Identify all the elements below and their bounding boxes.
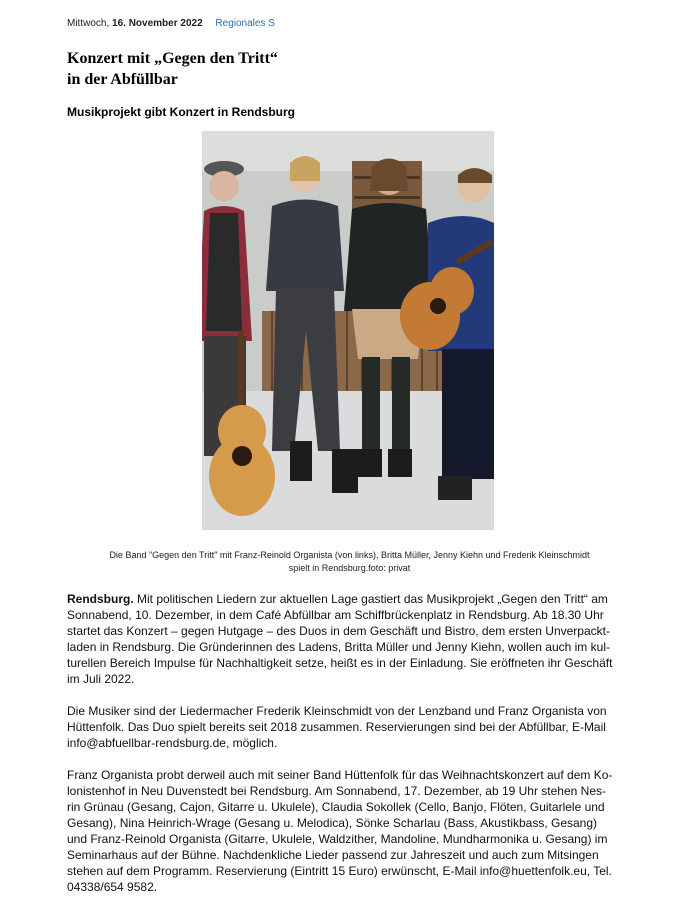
headline-line-2: in der Abfüllbar xyxy=(67,71,178,88)
paragraph-2-line: info@abfuellbar-rendsburg.de, möglich. xyxy=(67,736,278,750)
paragraph-2-line: Hüttenfolk. Das Duo spielt bereits seit 2018 zusammen. Reservierungen sind bei der Abfüllbar, E-Mail xyxy=(67,720,606,734)
paragraph-1 xyxy=(67,591,629,687)
article-body xyxy=(67,591,629,911)
paragraph-1-line: startet das Konzert – gegen Hutgage – des Duos in dem Geschäft und Bistro, dem ersten Unverpackt- xyxy=(67,624,610,638)
publish-date: 16. November 2022 xyxy=(112,18,203,29)
paragraph-3 xyxy=(67,767,629,895)
paragraph-3-line: und Franz-Reinold Organista (Gitarre, Ukulele, Waldzither, Mandoline, Mundharmonika u. Gesang) im xyxy=(67,832,608,846)
paragraph-1-line: turellen Bereich Impulse für Nachhaltigkeit setze, heißt es in der Einladung. Sie eröffneten ihr Geschäft xyxy=(67,656,613,670)
paragraph-3-line: lonistenhof in Neu Duvenstedt bei Rendsburg. Am Sonnabend, 17. Dezember, ab 19 Uhr stehen Nes- xyxy=(67,784,606,798)
paragraph-2 xyxy=(67,703,629,751)
article-meta xyxy=(67,18,275,29)
paragraph-2-line: Die Musiker sind der Liedermacher Frederik Kleinschmidt von der Lenzband und Franz Organista von xyxy=(67,704,607,718)
article-subline: Musikprojekt gibt Konzert in Rendsburg xyxy=(67,105,296,119)
band-photo xyxy=(202,131,494,530)
article-headline xyxy=(67,48,627,90)
paragraph-1-line: im Juli 2022. xyxy=(67,672,135,686)
photo-caption xyxy=(67,549,632,575)
paragraph-1-line: Sonnabend, 10. Dezember, in dem Café Abfüllbar am Schiffbrückenplatz in Rendsburg. Ab 18.30 Uhr xyxy=(67,608,604,622)
paragraph-3-line: Franz Organista probt derweil auch mit seiner Band Hüttenfolk für das Weihnachtskonzert auf dem Ko- xyxy=(67,768,613,782)
caption-line-1: Die Band "Gegen den Tritt" mit Franz-Reinold Organista (von links), Britta Müller, Jenny Kiehn und Frederik Kleinschmidt xyxy=(109,550,590,560)
dateline: Rendsburg. xyxy=(67,592,134,606)
paragraph-3-line: stehen auf dem Programm. Reservierung (Eintritt 15 Euro) erwünscht, E-Mail info@huettenfolk.eu, Tel. xyxy=(67,864,612,878)
headline-line-1: Konzert mit „Gegen den Tritt“ xyxy=(67,50,278,67)
paragraph-3-line: Seminarhaus auf der Bühne. Nachdenkliche Lieder passend zur Jahreszeit und auch zum Mitsingen xyxy=(67,848,599,862)
paragraph-1-line: laden in Rendsburg. Die Gründerinnen des Ladens, Britta Müller und Jenny Kiehn, wollen auch im kul- xyxy=(67,640,610,654)
caption-line-2: spielt in Rendsburg.foto: privat xyxy=(288,563,411,573)
paragraph-3-line: 04338/654 9582. xyxy=(67,880,158,894)
paragraph-3-line: Gesang), Nina Heinrich-Wrage (Gesang u. Melodica), Sönke Scharlau (Bass, Akustikbass, Gesang) xyxy=(67,816,598,830)
weekday: Mittwoch, xyxy=(67,18,110,29)
section-link[interactable]: Regionales S xyxy=(215,18,275,29)
paragraph-1-line: Rendsburg. Mit politischen Liedern zur aktuellen Lage gastiert das Musikprojekt „Gegen den Tritt“ am xyxy=(67,592,608,606)
paragraph-3-line: rin Grünau (Gesang, Cajon, Gitarre u. Ukulele), Claudia Sokollek (Cello, Banjo, Flöten, Guitarlele und xyxy=(67,800,605,814)
